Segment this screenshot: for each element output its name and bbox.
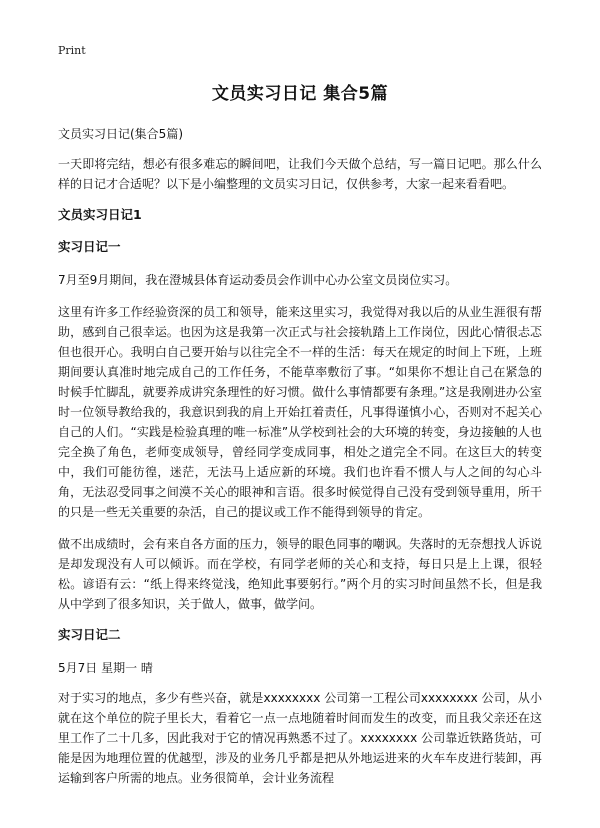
diary-heading-1: 实习日记一 [58, 239, 121, 254]
diary1-paragraph-3: 做不出成绩时，会有来自各方面的压力，领导的眼色同事的嘲讽。失落时的无奈想找人诉说是却发现没有人可以倾诉。而在学校，有同学老师的关心和支持，每日只是上上课，很轻松。谚语有云：“纸上得来终觉浅，绝知此事要躬行。”两个月的实习时间虽然不长，但是我从中学到了很多知识，关于做人，做事，做学问。 [58, 537, 542, 611]
diary1-paragraph-1: 7月至9月期间，我在澄城县体育运动委员会作训中心办公室文员岗位实习。 [58, 273, 458, 287]
print-link[interactable]: Print [58, 44, 86, 57]
diary2-date: 5月7日 星期一 晴 [58, 661, 153, 675]
page-title: 文员实习日记 集合5篇 [211, 84, 389, 104]
diary-heading-2: 实习日记二 [58, 627, 121, 642]
diary2-paragraph-1: 对于实习的地点，多少有些兴奋，就是xxxxxxxx 公司第一工程公司xxxxxxxx 公司，从小就在这个单位的院子里长大，看着它一点一点地随着时间而发生的改变，而且我父亲还在这里工作了二十几多，因此我对于它的情况再熟悉不过了。xxxxxxxx 公司靠近铁路货站，可能是因为地理位置的优越型，涉及的业务几乎都是把从外地运进来的火车车皮进行装卸，再运输到客户所需的地点。业务很简单，会计业务流程 [58, 691, 542, 785]
section-heading-1: 文员实习日记1 [58, 207, 142, 222]
intro-paragraph: 一天即将完结，想必有很多难忘的瞬间吧，让我们今天做个总结，写一篇日记吧。那么什么样的日记才合适呢？以下是小编整理的文员实习日记，仅供参考，大家一起来看看吧。 [58, 157, 542, 191]
diary1-paragraph-2: 这里有许多工作经验资深的员工和领导，能来这里实习，我觉得对我以后的从业生涯很有帮助，感到自己很幸运。也因为这是我第一次正式与社会接轨踏上工作岗位，因此心情很忐忑但也很开心。我明白自己要开始与以往完全不一样的生活：每天在规定的时间上下班，上班期间要认真准时地完成自己的工作任务，不能草率敷衍了事。“如果你不想让自己在紧急的时候手忙脚乱，就要养成讲究条理性的好习惯。做什么事情都要有条理。”这是我刚进办公室时一位领导教给我的，我意识到我的肩上开始扛着责任，凡事得谨慎小心，否则对不起关心自己的人们。“实践是检验真理的唯一标准”从学校到社会的大环境的转变，身边接触的人也完全换了角色，老师变成领导，曾经同学变成同事，相处之道完全不同。在这巨大的转变中，我们可能彷徨，迷茫，无法马上适应新的环境。我们也许看不惯人与人之间的勾心斗角，无法忍受同事之间漠不关心的眼神和言语。很多时候觉得自己没有受到领导重用，所干的只是一些无关重要的杂活，自己的提议或工作不能得到领导的肯定。 [58, 305, 542, 519]
document-subtitle: 文员实习日记(集合5篇) [58, 127, 183, 141]
